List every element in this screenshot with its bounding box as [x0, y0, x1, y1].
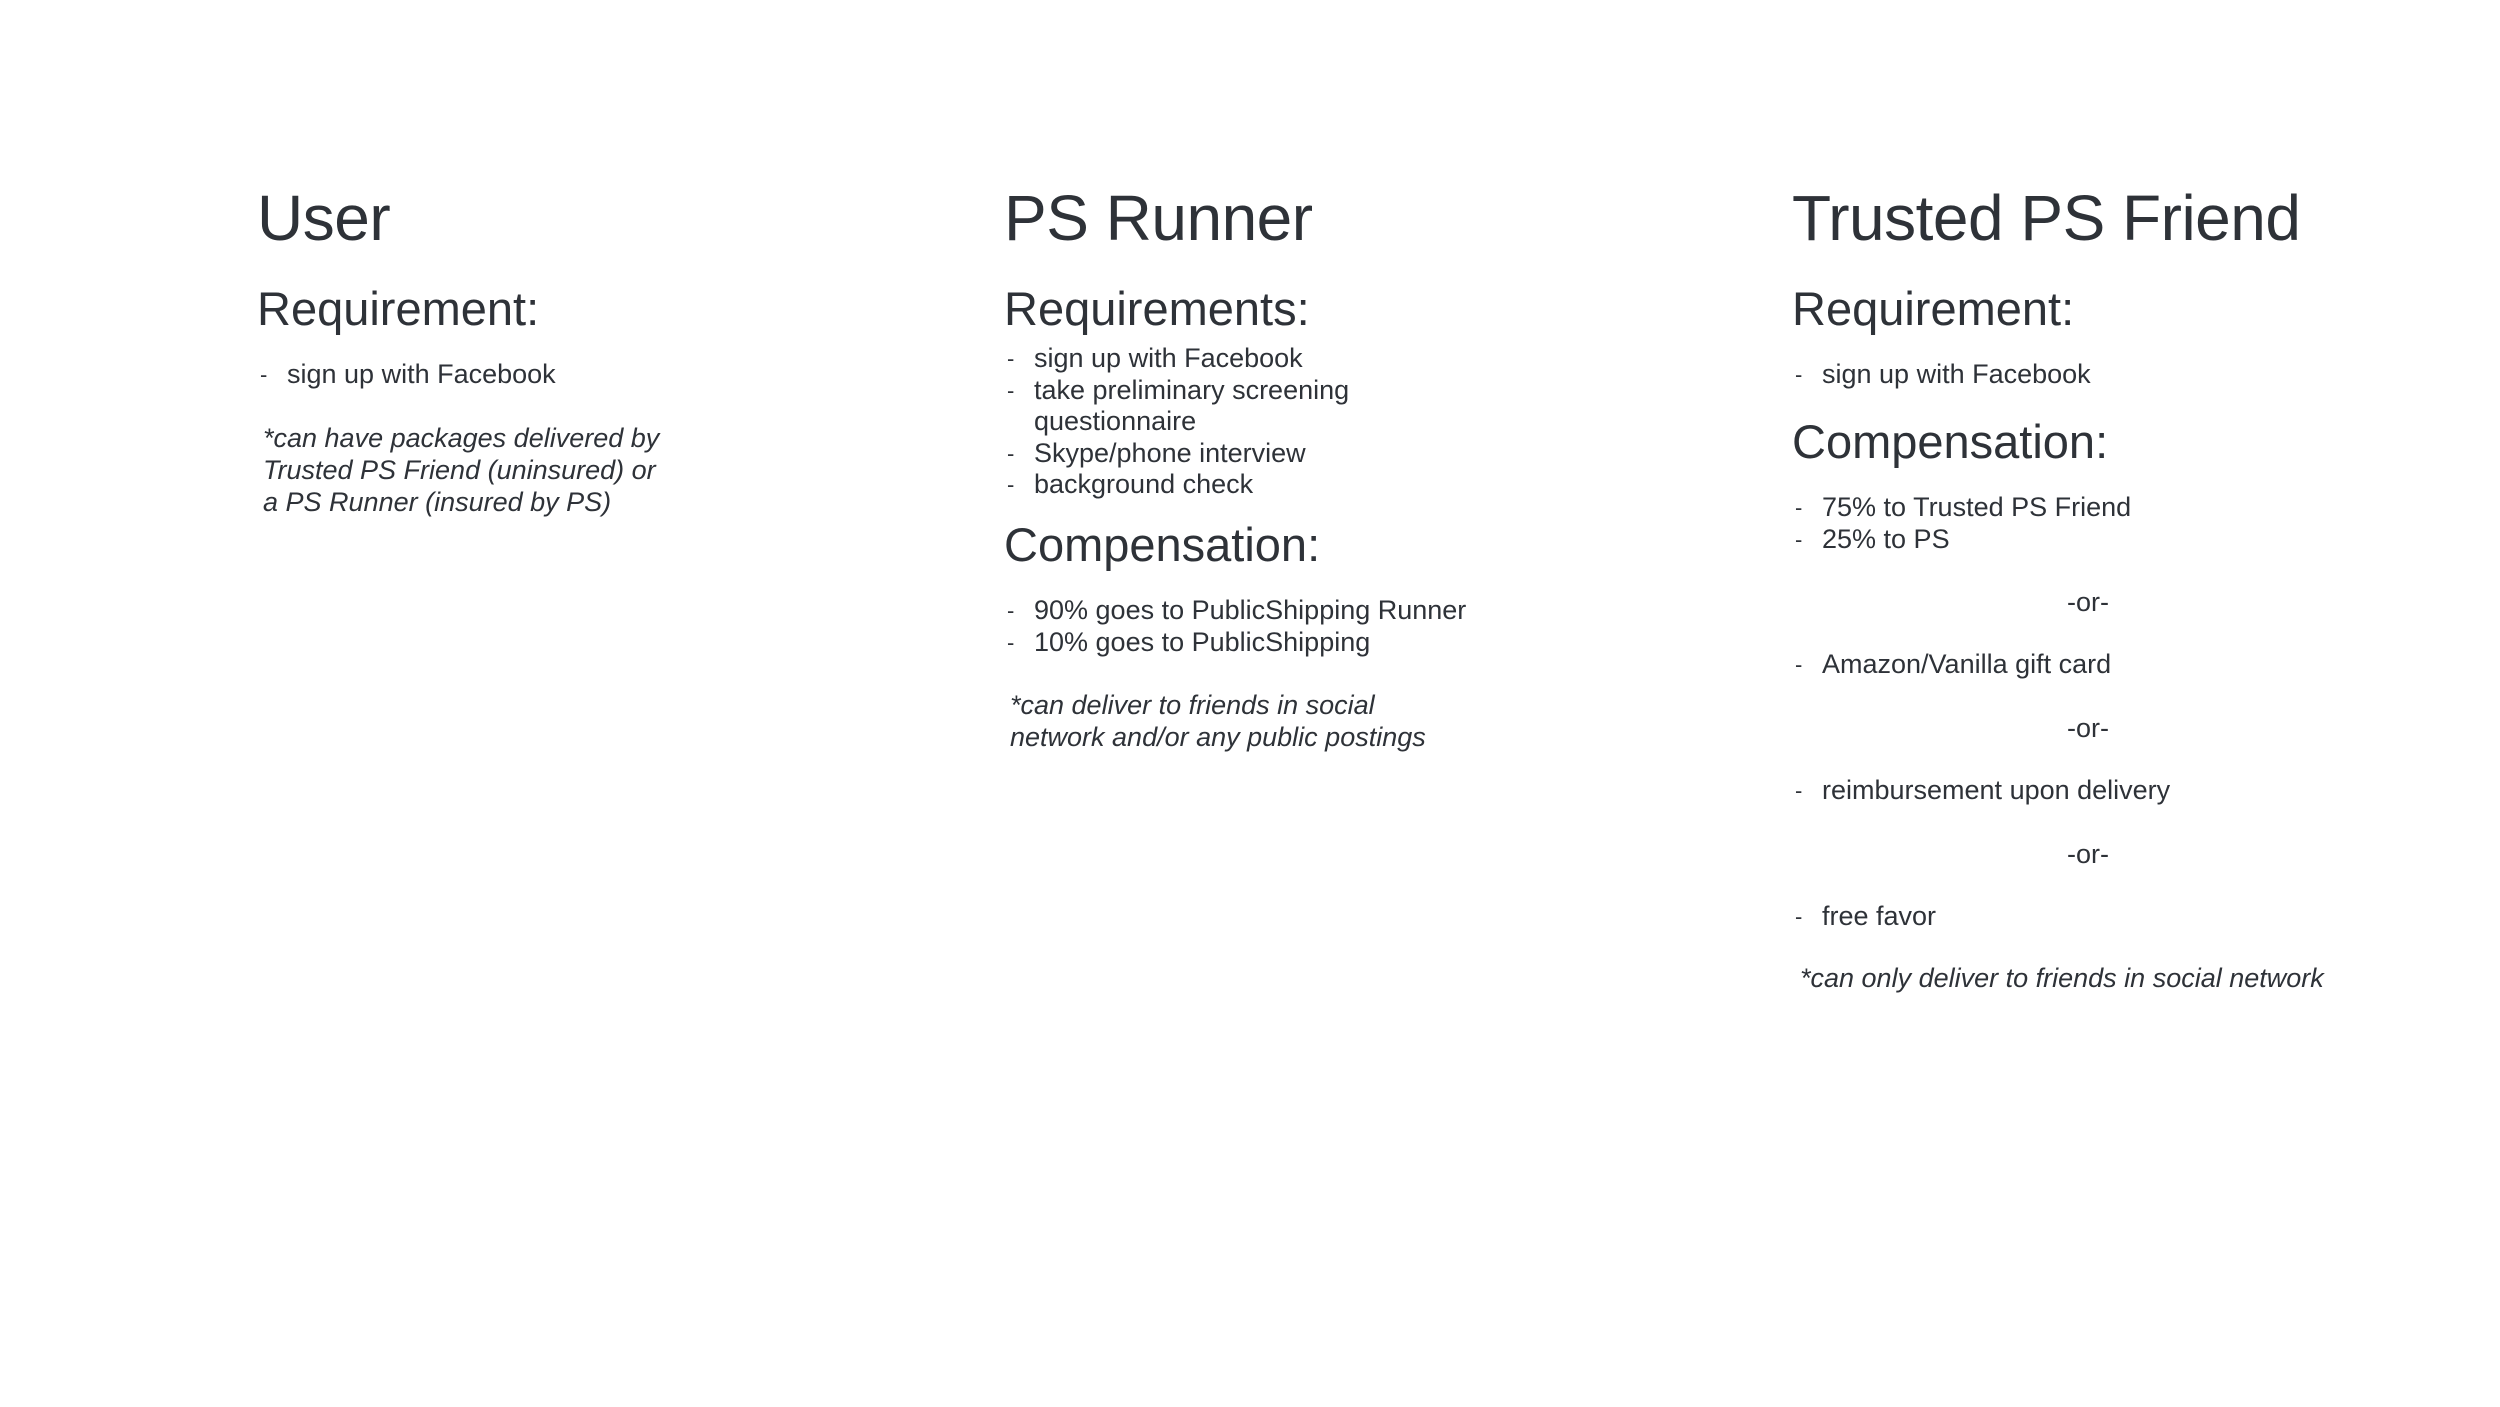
- list-item: [1004, 343, 1349, 375]
- list-item-text: questionnaire: [1034, 406, 1197, 436]
- or-separator: -or-: [2067, 839, 2109, 869]
- bullet-dash: -: [1795, 495, 1803, 520]
- list-item: [1004, 375, 1349, 407]
- user-requirements-list: [257, 359, 556, 391]
- runner-requirement-heading: Requirements:: [1004, 282, 1310, 335]
- friend-option-gift: [1792, 649, 2111, 681]
- list-item-text: reimbursement upon delivery: [1822, 775, 2171, 805]
- list-item: [1792, 901, 1936, 933]
- list-item: [257, 359, 556, 391]
- list-item: [1792, 775, 2170, 807]
- bullet-dash: -: [260, 362, 268, 387]
- friend-requirement-heading: Requirement:: [1792, 282, 2075, 335]
- list-item-text: free favor: [1822, 901, 1937, 931]
- list-item: [1792, 492, 2131, 524]
- friend-compensation-list: [1792, 492, 2131, 555]
- or-separator: -or-: [2067, 713, 2109, 743]
- note-line: a PS Runner (insured by PS): [263, 487, 612, 517]
- list-item-text: sign up with Facebook: [1822, 359, 2091, 389]
- bullet-dash: -: [1007, 377, 1015, 403]
- bullet-dash: -: [1007, 440, 1015, 466]
- user-requirement-heading: Requirement:: [257, 282, 540, 335]
- list-item: [1792, 524, 2131, 556]
- list-item-text: sign up with Facebook: [1034, 343, 1303, 373]
- friend-note: *can only deliver to friends in social network: [1800, 963, 2324, 993]
- list-item-text: 10% goes to PublicShipping: [1034, 626, 1371, 657]
- or-separator: -or-: [2067, 587, 2109, 617]
- list-item-text: 75% to Trusted PS Friend: [1822, 492, 2132, 522]
- list-item-text: background check: [1034, 469, 1254, 499]
- bullet-dash: -: [1795, 362, 1803, 387]
- list-item-continued: [1004, 406, 1349, 438]
- list-item: [1004, 595, 1466, 627]
- bullet-dash: -: [1795, 652, 1803, 677]
- friend-option-reimburse: [1792, 775, 2170, 807]
- bullet-dash: -: [1795, 778, 1803, 803]
- list-item-text: sign up with Facebook: [287, 359, 556, 389]
- runner-compensation-heading: Compensation:: [1004, 518, 1321, 571]
- friend-title: Trusted PS Friend: [1792, 182, 2301, 254]
- bullet-dash: -: [1007, 598, 1015, 623]
- friend-requirements-list: [1792, 359, 2091, 391]
- bullet-dash: -: [1007, 472, 1015, 497]
- list-item-text: 25% to PS: [1822, 523, 1950, 554]
- note-line: Trusted PS Friend (uninsured) or: [263, 455, 656, 485]
- friend-option-favor: [1792, 901, 1936, 933]
- user-note: [263, 422, 659, 518]
- runner-title: PS Runner: [1004, 182, 1313, 254]
- list-item: [1004, 469, 1349, 501]
- bullet-dash: -: [1007, 629, 1015, 655]
- list-item-text: take preliminary screening: [1034, 374, 1350, 405]
- note-line: *can deliver to friends in social: [1010, 690, 1375, 720]
- runner-compensation-list: [1004, 595, 1466, 658]
- list-item-text: Skype/phone interview: [1034, 437, 1306, 468]
- list-item: [1004, 627, 1466, 659]
- list-item: [1792, 649, 2111, 681]
- user-title: User: [257, 182, 391, 254]
- bullet-dash: -: [1795, 526, 1803, 552]
- note-line: network and/or any public postings: [1010, 722, 1426, 752]
- list-item-text: 90% goes to PublicShipping Runner: [1034, 595, 1467, 625]
- bullet-dash: -: [1795, 904, 1803, 929]
- runner-requirements-list: [1004, 343, 1349, 501]
- list-item: [1004, 438, 1349, 470]
- bullet-dash: -: [1007, 346, 1015, 371]
- friend-compensation-heading: Compensation:: [1792, 415, 2109, 468]
- list-item-text: Amazon/Vanilla gift card: [1822, 649, 2112, 679]
- runner-note: [1010, 689, 1426, 753]
- note-line: *can have packages delivered by: [263, 423, 660, 453]
- list-item: [1792, 359, 2091, 391]
